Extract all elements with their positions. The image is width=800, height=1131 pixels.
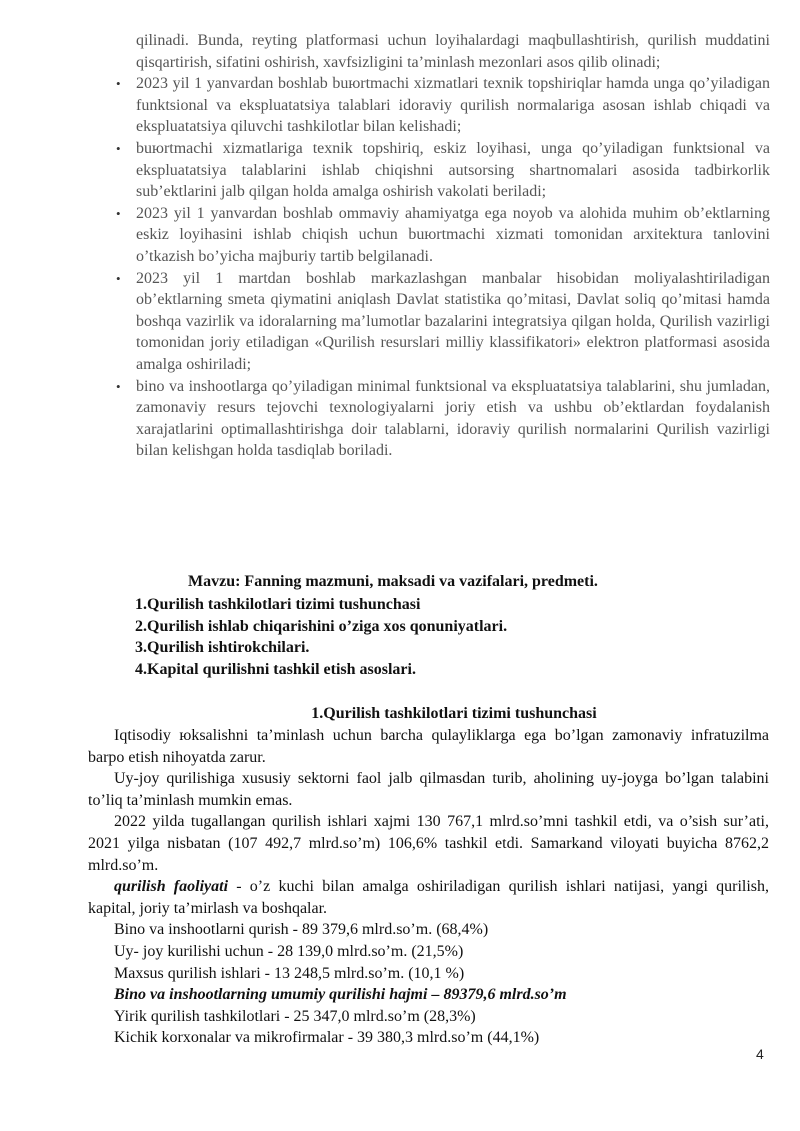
bullet-item xyxy=(116,73,770,138)
bullet-icon: • xyxy=(116,140,121,156)
body-text xyxy=(88,725,769,1049)
bullet-item xyxy=(116,203,770,268)
emphasis-line: Bino va inshootlarning umumiy qurilishi hajmi – 89379,6 mlrd.so’m xyxy=(114,986,567,1004)
stat-line: Uy- joy kurilishi uchun - 28 139,0 mlrd.so’m. (21,5%) xyxy=(114,942,464,960)
plan-item: 3.Qurilish ishtirokchilari. xyxy=(135,639,310,657)
bullet-text: bino va inshootlarga qo’yiladigan minimal funktsional va ekspluatatsiya talablarini, shu jumladan, zamonaviy resurs tejovchi texnologiyalarni joriy etish va ushbu ob’ektlardan foydalanish xarajatlarini optimallashtirishga doir talablarni, idoraviy qurilish normalarini Qurilish vazirligi bilan kelishgan holda tasdiqlab boriladi. xyxy=(136,377,770,460)
bullet-continuation: qilinadi. Bunda, reyting platformasi uchun loyihalardagi maqbullashtirish, qurilish muddatini qisqartirish, sifatini oshirish, xavfsizligini ta’minlash mezonlari asos qilib olinadi; xyxy=(136,32,770,71)
bullet-list xyxy=(116,30,770,462)
bullet-text: 2023 yil 1 yanvardan boshlab buюrtmachi xizmatlari texnik topshiriqlar hamda unga qo’yiladigan funktsional va ekspluatatsiya talablari idoraviy qurilish normalariga asosan ishlab chiqadi va ekspluatatsiya qiluvchi tashkilotlar bilan kelishadi; xyxy=(136,75,770,136)
definition-paragraph xyxy=(88,876,769,919)
stat-line: Maxsus qurilish ishlari - 13 248,5 mlrd.so’m. (10,1 %) xyxy=(114,964,465,982)
bullet-text: 2023 yil 1 yanvardan boshlab ommaviy ahamiyatga ega noyob va alohida muhim ob’ektlarning eskiz loyihasini ishlab chiqish uchun buюrtmachi xizmati tomonidan arxitektura tanlovini o’tkazish bo’yicha majburiy tartib belgilanadi. xyxy=(136,204,770,265)
plan-item: 1.Qurilish tashkilotlari tizimi tushunchasi xyxy=(135,596,421,613)
bullet-item xyxy=(116,376,770,462)
definition-text: - o’z kuchi bilan amalga oshiriladigan qurilish ishlari natijasi, yangi qurilish, kapital, joriy ta’mirlash va boshqalar. xyxy=(88,878,770,917)
topic-heading: Mavzu: Fanning mazmuni, maksadi va vazifalari, predmeti. xyxy=(188,573,598,590)
section-title-wrap xyxy=(0,703,800,725)
bullet-item xyxy=(116,268,770,376)
bullet-icon: • xyxy=(116,205,121,221)
section-title: 1.Qurilish tashkilotlari tizimi tushunchasi xyxy=(311,705,597,722)
plan-item: 2.Qurilish ishlab chiqarishini o’ziga xos qonuniyatlari. xyxy=(135,617,508,635)
bullet-text: buюrtmachi xizmatlariga texnik topshiriq, eskiz loyihasi, unga qo’yiladigan funktsional va ekspluatatsiya talablarini ishlab chiqishni autsorsing shartnomalari asosida tadbirkorlik sub’ektlarini jalb qilgan holda amalga oshirish vakolati beriladi; xyxy=(136,139,770,201)
definition-term: qurilish faoliyati xyxy=(114,878,229,896)
bullet-icon: • xyxy=(116,378,121,394)
paragraph: 2022 yilda tugallangan qurilish ishlari xajmi 130 767,1 mlrd.so’mni tashkil etdi, va o’sish sur’ati, 2021 yilga nisbatan (107 492,7 mlrd.so’m) 106,6% tashkil etdi. Samarkand viloyati buyicha 8762,2 mlrd.so’m. xyxy=(88,813,769,874)
paragraph: Iqtisodiy юksalishni ta’minlash uchun barcha qulayliklarga ega bo’lgan zamonaviy infratuzilma barpo etish nihoyatda zarur. xyxy=(88,727,769,766)
bullet-icon: • xyxy=(116,76,121,92)
bullet-icon: • xyxy=(116,270,121,286)
paragraph: Uy-joy qurilishiga xususiy sektorni faol jalb qilmasdan turib, aholining uy-joyga bo’lgan talabini to’liq ta’minlash mumkin emas. xyxy=(88,770,769,809)
bullet-item xyxy=(116,138,770,203)
topic-plan-list xyxy=(135,594,507,681)
stat-line: Bino va inshootlarni qurish - 89 379,6 mlrd.so’m. (68,4%) xyxy=(114,921,489,939)
bullet-text: 2023 yil 1 martdan boshlab markazlashgan manbalar hisobidan moliyalashtiriladigan ob’ektlarning smeta qiymatini aniqlash Davlat statistika qo’mitasi, Davlat soliq qo’mitasi hamda boshqa vazirlik va idoralarning ma’lumotlar bazalarini integratsiya qilgan holda, Qurilish vazirligi tomonidan joriy etiladigan «Qurilish resurslari milliy klassifikatori» elektron platformasi asosida amalga oshiriladi; xyxy=(136,269,770,373)
plan-item: 4.Kapital qurilishni tashkil etish asoslari. xyxy=(135,661,416,679)
stat-line: Yirik qurilish tashkilotlari - 25 347,0 mlrd.so’m (28,3%) xyxy=(114,1007,476,1025)
page-number: 4 xyxy=(756,1046,764,1062)
stat-line: Kichik korxonalar va mikrofirmalar - 39 380,3 mlrd.so’m (44,1%) xyxy=(114,1029,540,1047)
